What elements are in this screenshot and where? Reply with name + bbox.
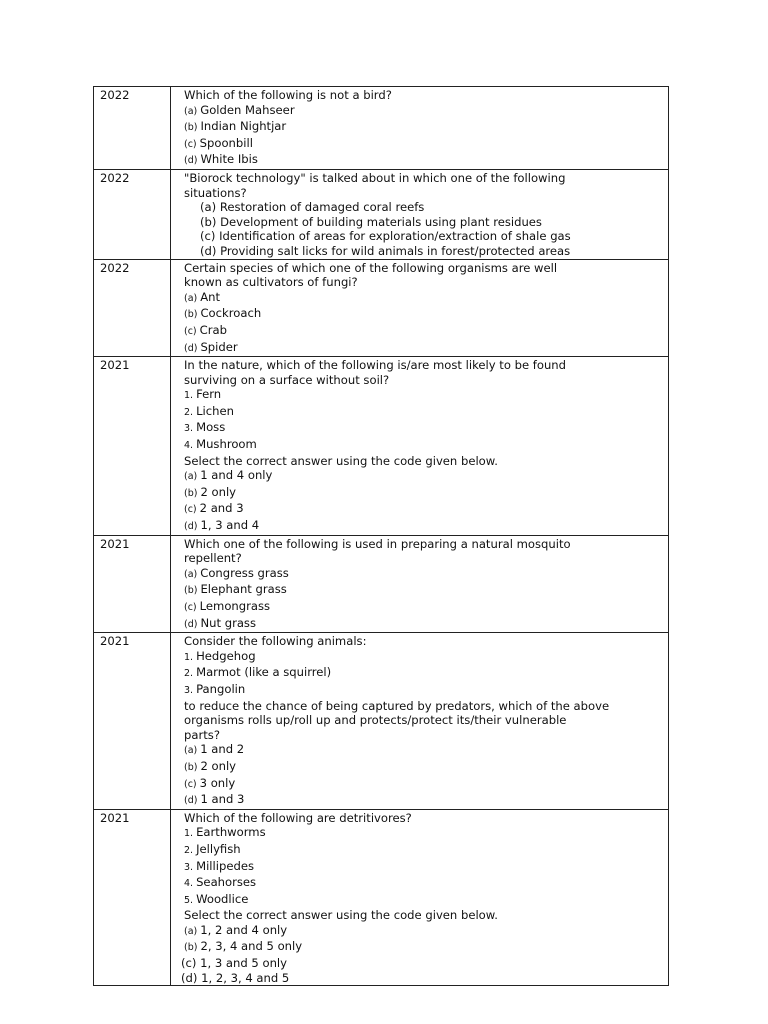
question-cell (171, 87, 669, 170)
year-cell: 2021 (94, 357, 171, 536)
option (184, 468, 664, 485)
option-label: (d) (184, 618, 198, 630)
option-label: (a) (184, 292, 198, 304)
list-item (184, 649, 664, 666)
option-text: 2, 3, 4 and 5 only (200, 939, 303, 954)
item-label: 3. (184, 423, 194, 435)
item-label: 1. (184, 828, 194, 840)
item-label: 3. (184, 861, 194, 873)
list-item (184, 404, 664, 421)
question-stem: repellent? (184, 551, 242, 566)
option-text: (a) Restoration of damaged coral reefs (200, 200, 425, 215)
option-label: (c) (184, 504, 197, 516)
option-text: 1 and 2 (200, 742, 245, 757)
option (181, 956, 664, 971)
item-text: Pangolin (196, 681, 246, 696)
list-item (184, 875, 664, 892)
question-cell (171, 259, 669, 357)
list-item (184, 842, 664, 859)
option (184, 776, 664, 793)
year-cell: 2021 (94, 809, 171, 986)
table-row (94, 87, 669, 170)
item-text: Hedgehog (196, 648, 256, 663)
year-cell: 2021 (94, 633, 171, 810)
item-text: Woodlice (196, 891, 249, 906)
list-item (184, 682, 664, 699)
question-cell (171, 169, 669, 259)
item-label: 4. (184, 440, 194, 452)
option-text: (d) 1, 2, 3, 4 and 5 (181, 970, 290, 985)
instruction-text: Select the correct answer using the code given below. (184, 453, 498, 468)
option (184, 340, 664, 357)
option-label: (b) (184, 309, 198, 321)
question-stem: Which one of the following is used in preparing a natural mosquito (184, 536, 571, 551)
option (184, 616, 664, 633)
list-item (184, 387, 664, 404)
option (184, 229, 664, 244)
question-table (93, 86, 669, 986)
year-cell: 2021 (94, 535, 171, 633)
item-label: 2. (184, 844, 194, 856)
option (184, 200, 664, 215)
option-text: 1, 2 and 4 only (200, 922, 288, 937)
question-stem: known as cultivators of fungi? (184, 275, 358, 290)
option-label: (d) (184, 521, 198, 533)
table-row (94, 633, 669, 810)
option (184, 582, 664, 599)
item-label: 1. (184, 390, 194, 402)
item-text: Millipedes (196, 858, 254, 873)
option-text: 2 only (200, 758, 237, 773)
option-text: 1, 3 and 4 (200, 518, 260, 533)
table-row (94, 169, 669, 259)
option-label: (c) (184, 778, 197, 790)
option-text: Indian Nightjar (200, 119, 287, 134)
item-label: 2. (184, 668, 194, 680)
item-text: Marmot (like a squirrel) (196, 665, 332, 680)
option (184, 792, 664, 809)
option-text: (c) 1, 3 and 5 only (181, 956, 287, 971)
option (184, 939, 664, 956)
option-text: (d) Providing salt licks for wild animals in forest/protected areas (200, 243, 571, 258)
table-row (94, 357, 669, 536)
item-label: 1. (184, 651, 194, 663)
list-item (184, 665, 664, 682)
option-text: Nut grass (200, 615, 257, 630)
option-text: Elephant grass (200, 582, 287, 597)
option-label: (c) (184, 138, 197, 150)
option (184, 136, 664, 153)
item-text: Mushroom (196, 437, 257, 452)
list-item (184, 859, 664, 876)
option (184, 215, 664, 230)
option-text: 1 and 4 only (200, 468, 273, 483)
question-cell (171, 357, 669, 536)
option-label: (d) (184, 155, 198, 167)
item-text: Lichen (196, 403, 234, 418)
option-label: (c) (184, 325, 197, 337)
option (184, 306, 664, 323)
item-label: 3. (184, 684, 194, 696)
option-label: (a) (184, 568, 198, 580)
option (184, 323, 664, 340)
option-text: 3 only (199, 775, 236, 790)
list-item (184, 825, 664, 842)
option-text: 2 only (200, 484, 237, 499)
option-label: (d) (184, 795, 198, 807)
option-text: Spider (200, 339, 238, 354)
option-label: (c) (184, 602, 197, 613)
option (184, 742, 664, 759)
option (184, 759, 664, 776)
option-label: (a) (184, 925, 198, 937)
option (184, 103, 664, 120)
question-stem: In the nature, which of the following is/are most likely to be found (184, 358, 566, 373)
option-label: (a) (184, 105, 198, 117)
year-cell: 2022 (94, 259, 171, 357)
option-text: Lemongrass (199, 599, 271, 613)
option (184, 599, 664, 616)
year-cell: 2022 (94, 169, 171, 259)
table-row (94, 535, 669, 633)
question-stem: situations? (184, 185, 247, 200)
year-cell: 2022 (94, 87, 171, 170)
option (184, 152, 664, 169)
option-label: (b) (184, 487, 198, 499)
item-text: Moss (196, 420, 226, 435)
list-item (184, 420, 664, 437)
option (184, 485, 664, 502)
option-text: 2 and 3 (199, 501, 244, 516)
table-row (94, 259, 669, 357)
item-text: Earthworms (196, 825, 266, 840)
instruction-text: parts? (184, 727, 220, 742)
instruction-text: organisms rolls up/roll up and protects/protect its/their vulnerable (184, 713, 567, 728)
option-label: (a) (184, 745, 198, 757)
question-cell (171, 633, 669, 810)
option (184, 501, 664, 518)
question-stem: surviving on a surface without soil? (184, 372, 390, 387)
option-text: Congress grass (200, 565, 289, 580)
item-text: Fern (196, 387, 222, 402)
instruction-text: Select the correct answer using the code given below. (184, 908, 498, 923)
option-label: (b) (184, 942, 198, 954)
question-stem: Certain species of which one of the following organisms are well (184, 260, 558, 275)
option-label: (d) (184, 342, 198, 354)
option-text: (b) Development of building materials using plant residues (200, 214, 542, 229)
question-stem: "Biorock technology" is talked about in which one of the following (184, 170, 566, 185)
option-text: Cockroach (200, 306, 262, 321)
option-text: 1 and 3 (200, 792, 245, 807)
question-cell (171, 535, 669, 633)
option-label: (b) (184, 585, 198, 597)
item-label: 2. (184, 406, 194, 418)
option-label: (b) (184, 122, 198, 134)
item-text: Jellyfish (196, 841, 241, 856)
instruction-text: to reduce the chance of being captured by predators, which of the above (184, 698, 610, 713)
option (184, 923, 664, 940)
question-cell (171, 809, 669, 986)
option-text: (c) Identification of areas for exploration/extraction of shale gas (200, 229, 571, 244)
item-label: 5. (184, 894, 194, 906)
option-text: Spoonbill (199, 135, 253, 150)
option (181, 971, 664, 986)
list-item (184, 892, 664, 909)
list-item (184, 437, 664, 454)
option (184, 244, 664, 259)
option-label: (b) (184, 761, 198, 773)
question-stem: Which of the following are detritivores? (184, 810, 412, 825)
option-label: (a) (184, 471, 198, 483)
option-text: Crab (199, 322, 227, 337)
option-text: White Ibis (200, 152, 258, 167)
option-text: Ant (200, 289, 221, 304)
option (184, 518, 664, 535)
option-text: Golden Mahseer (200, 102, 295, 117)
option (184, 119, 664, 136)
option (184, 290, 664, 307)
question-stem: Consider the following animals: (184, 634, 367, 649)
table-row (94, 809, 669, 986)
item-label: 4. (184, 878, 194, 890)
option (184, 566, 664, 583)
question-stem: Which of the following is not a bird? (184, 88, 392, 102)
item-text: Seahorses (196, 875, 257, 890)
